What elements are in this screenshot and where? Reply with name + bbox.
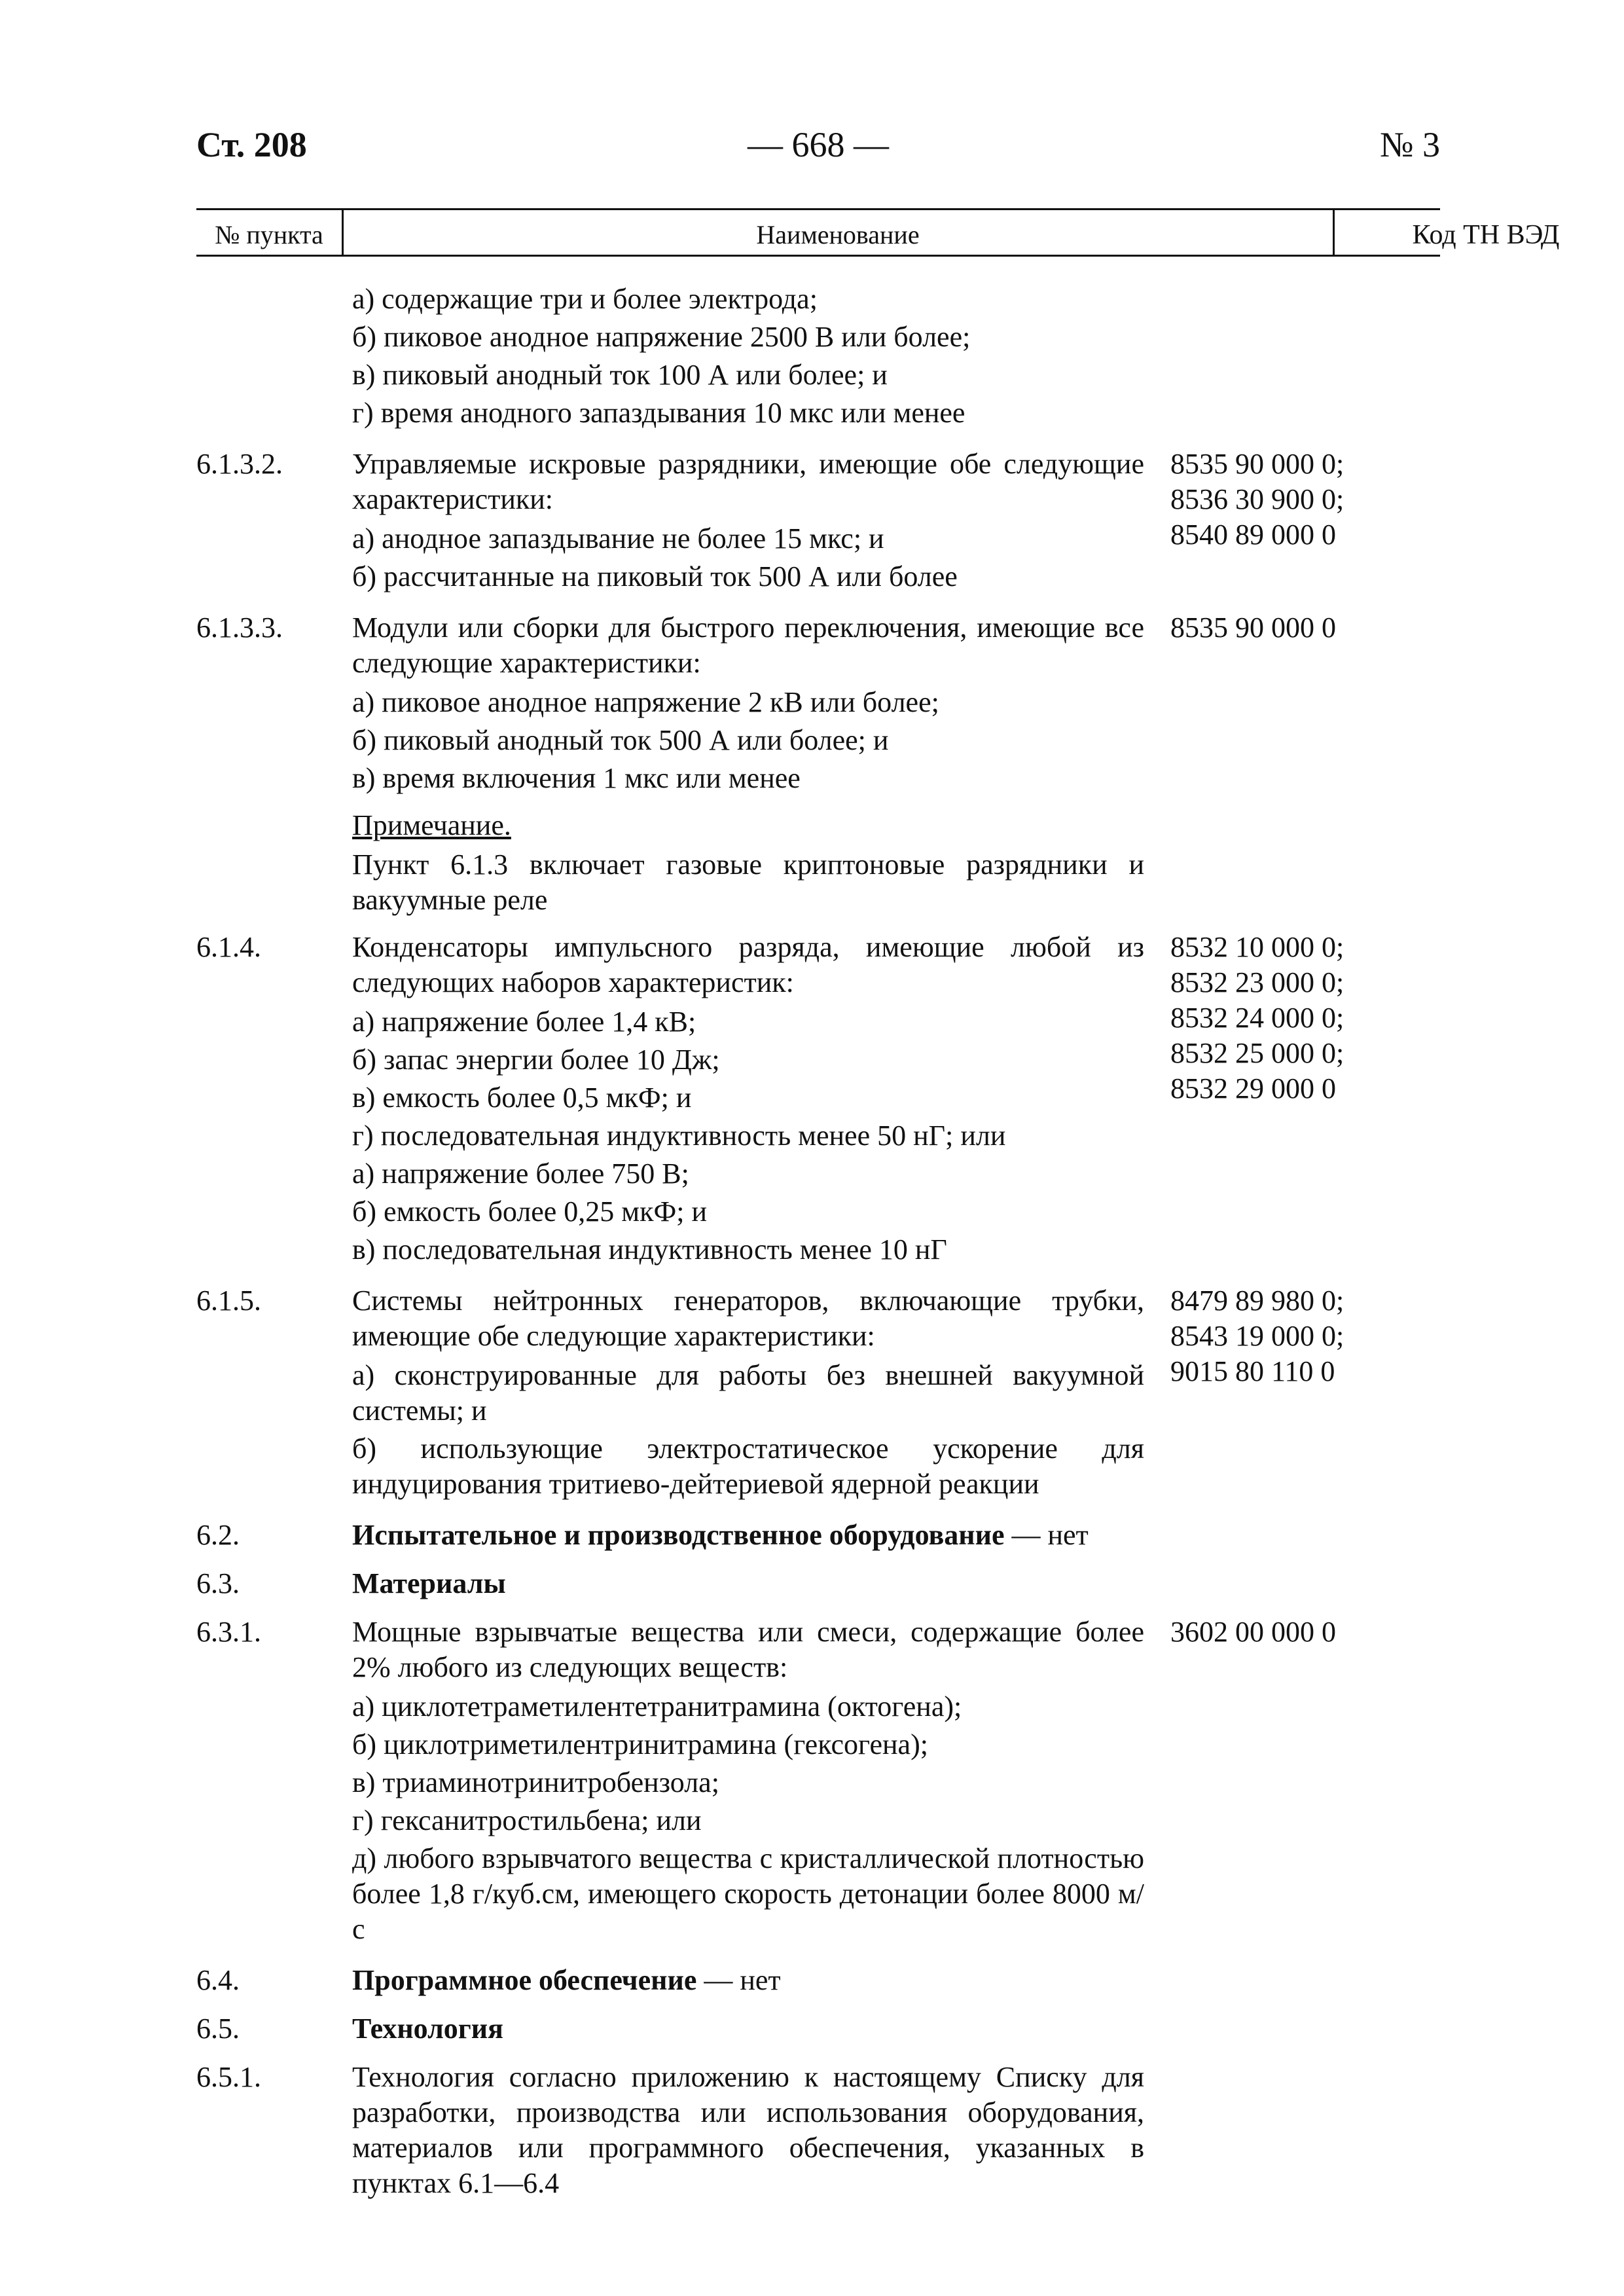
table-row: [196, 1518, 1440, 1553]
item-codes: [1170, 808, 1445, 920]
item-codes: [1170, 1614, 1445, 1950]
table-row: [196, 1963, 1440, 1998]
item-line: в) пиковый анодный ток 100 А или более; и: [352, 359, 888, 391]
item-line: б) емкость более 0,25 мкФ; и: [352, 1195, 708, 1228]
tnved-code: 8532 23 000 0;: [1170, 966, 1344, 998]
tnved-code: 8532 25 000 0;: [1170, 1037, 1344, 1069]
item-number: 6.5.1.: [196, 2061, 261, 2093]
table-row: [196, 808, 1440, 920]
item-number: 6.1.4.: [196, 931, 261, 963]
tnved-code: 8535 90 000 0: [1170, 611, 1336, 644]
item-line: д) любого взрывчатого вещества с кристаллической плотностью более 1,8 г/куб.см, имеющего скорость детонации более 8000 м/с: [352, 1842, 1144, 1945]
item-number: [196, 282, 342, 433]
item-description: [352, 930, 1144, 1270]
item-number: 6.3.1.: [196, 1616, 261, 1648]
item-codes: [1170, 2060, 1445, 2204]
tnved-code: 8532 24 000 0;: [1170, 1002, 1344, 1034]
tnved-code: 8479 89 980 0;: [1170, 1285, 1344, 1317]
item-line: г) последовательная индуктивность менее 50 нГ; или: [352, 1120, 1006, 1152]
table-row: [196, 2060, 1440, 2204]
section-title: Программное обеспечение: [352, 1964, 697, 1996]
item-codes: [1170, 282, 1445, 433]
section-heading: [352, 1963, 1144, 1998]
column-header-code: Код ТН ВЭД: [1412, 220, 1560, 250]
item-line: в) емкость более 0,5 мкФ; и: [352, 1082, 692, 1114]
issue-number: № 3: [1379, 125, 1440, 164]
table-row: [196, 930, 1440, 1270]
section-heading: [352, 2011, 1144, 2047]
note-text: Пункт 6.1.3 включает газовые криптоновые разрядники и вакуумные реле: [352, 848, 1144, 916]
item-line: в) время включения 1 мкс или менее: [352, 762, 801, 794]
tnved-code: 8532 29 000 0: [1170, 1072, 1336, 1104]
item-lead: Мощные взрывчатые вещества или смеси, содержащие более 2% любого из следующих веществ:: [352, 1616, 1144, 1683]
item-codes: [1170, 1283, 1445, 1504]
table-row: [196, 1614, 1440, 1950]
item-line: а) циклотетраметилентетранитрамина (октогена);: [352, 1690, 962, 1722]
item-line: б) циклотриметилентринитрамина (гексогена);: [352, 1728, 928, 1760]
table-header: [196, 208, 1560, 257]
item-number: 6.1.3.3.: [196, 611, 283, 644]
item-number: 6.5.: [196, 2013, 240, 2045]
section-heading: [352, 1566, 1144, 1601]
item-codes: [1170, 610, 1445, 799]
item-line: а) пиковое анодное напряжение 2 кВ или более;: [352, 686, 939, 718]
section-title: Испытательное и производственное оборудование: [352, 1519, 1005, 1551]
table-row: [196, 2011, 1440, 2047]
item-lead: Системы нейтронных генераторов, включающие трубки, имеющие обе следующие характеристики:: [352, 1285, 1144, 1352]
item-lead: Модули или сборки для быстрого переключения, имеющие все следующие характеристики:: [352, 611, 1144, 679]
item-number: 6.1.3.2.: [196, 448, 283, 480]
item-number: [196, 808, 342, 920]
item-number: 6.1.5.: [196, 1285, 261, 1317]
table-row: [196, 1283, 1440, 1504]
item-number: 6.3.: [196, 1567, 240, 1599]
column-header-name: Наименование: [756, 220, 920, 249]
table-body: [196, 282, 1440, 2204]
item-description: [352, 446, 1144, 597]
tnved-code: 8535 90 000 0;: [1170, 448, 1344, 480]
section-suffix: — нет: [1004, 1519, 1089, 1551]
item-line: б) запас энергии более 10 Дж;: [352, 1044, 720, 1076]
item-line: г) гексанитростильбена; или: [352, 1804, 702, 1836]
item-codes: [1170, 930, 1445, 1270]
item-codes: [1170, 1963, 1445, 1998]
table-row: [196, 446, 1440, 597]
tnved-code: 9015 80 110 0: [1170, 1355, 1335, 1387]
item-codes: [1170, 2011, 1445, 2047]
page-number: — 668 —: [748, 125, 889, 164]
page-header: [196, 124, 1440, 177]
item-line: б) использующие электростатическое ускорение для индуцирования тритиево-дейтериевой ядерной реакции: [352, 1432, 1144, 1500]
item-line: а) анодное запаздывание не более 15 мкс; и: [352, 522, 884, 555]
item-note: [352, 808, 1144, 920]
item-codes: [1170, 1518, 1445, 1553]
item-lead: Управляемые искровые разрядники, имеющие обе следующие характеристики:: [352, 448, 1144, 515]
item-line: в) последовательная индуктивность менее 10 нГ: [352, 1233, 947, 1266]
item-line: г) время анодного запаздывания 10 мкс или менее: [352, 397, 965, 429]
item-codes: [1170, 1566, 1445, 1601]
tnved-code: 3602 00 000 0: [1170, 1616, 1336, 1648]
item-lead: Технология согласно приложению к настоящему Списку для разработки, производства или использования оборудования, материалов или программного обеспечения, указанных в пунктах 6.1—6.4: [352, 2061, 1144, 2199]
item-line: в) триаминотринитробензола;: [352, 1766, 719, 1798]
item-description: [352, 610, 1144, 799]
tnved-code: 8540 89 000 0: [1170, 519, 1336, 551]
item-line: а) напряжение более 1,4 кВ;: [352, 1006, 696, 1038]
tnved-code: 8536 30 900 0;: [1170, 483, 1344, 515]
article-number: Ст. 208: [196, 125, 307, 164]
item-line: б) рассчитанные на пиковый ток 500 А или более: [352, 560, 958, 592]
tnved-code: 8543 19 000 0;: [1170, 1320, 1344, 1352]
column-divider: [1333, 210, 1335, 255]
tnved-code: 8532 10 000 0;: [1170, 931, 1344, 963]
item-description: [352, 282, 1144, 433]
section-heading: [352, 1518, 1144, 1553]
item-description: [352, 1614, 1144, 1950]
item-description: [352, 2060, 1144, 2204]
item-codes: [1170, 446, 1445, 597]
column-divider: [342, 210, 344, 255]
section-title: Технология: [352, 2013, 503, 2045]
item-line: б) пиковое анодное напряжение 2500 В или более;: [352, 321, 971, 353]
note-title: Примечание.: [352, 809, 511, 841]
item-number: 6.4.: [196, 1964, 240, 1996]
item-description: [352, 1283, 1144, 1504]
item-lead: Конденсаторы импульсного разряда, имеющие любой из следующих наборов характеристик:: [352, 931, 1144, 998]
item-line: а) сконструированные для работы без внешней вакуумной системы; и: [352, 1359, 1144, 1427]
item-line: а) содержащие три и более электрода;: [352, 283, 818, 315]
section-title: Материалы: [352, 1567, 506, 1599]
table-row: [196, 282, 1440, 433]
item-line: а) напряжение более 750 В;: [352, 1157, 689, 1190]
item-number: 6.2.: [196, 1519, 240, 1551]
table-row: [196, 610, 1440, 799]
item-line: б) пиковый анодный ток 500 А или более; и: [352, 724, 889, 756]
table-row: [196, 1566, 1440, 1601]
section-suffix: — нет: [696, 1964, 781, 1996]
column-header-num: № пункта: [215, 220, 323, 249]
